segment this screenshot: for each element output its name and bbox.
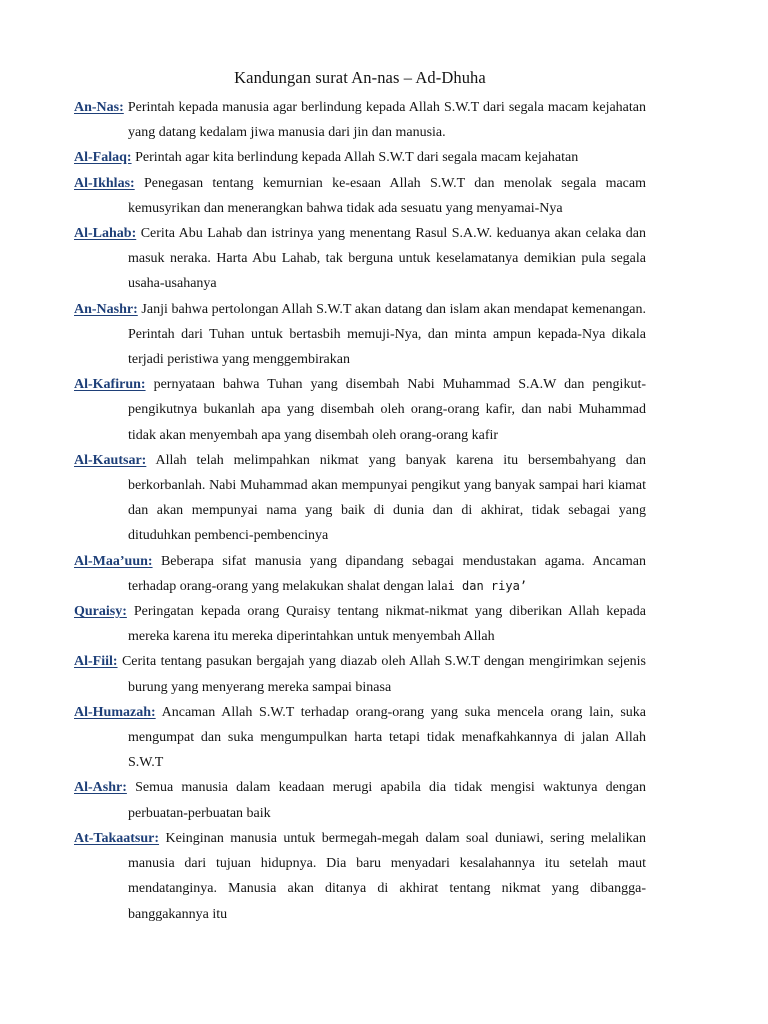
- entry-term: Al-Ashr:: [74, 780, 127, 796]
- entry-an-nashr: [74, 297, 646, 373]
- entry-al-falaq: [74, 145, 646, 170]
- surah-list: [74, 95, 646, 927]
- entry-term: Al-Fiil:: [74, 654, 118, 670]
- entry-term: Al-Kafirun:: [74, 377, 146, 393]
- entry-term: An-Nashr:: [74, 301, 138, 317]
- entry-description: Keinginan manusia untuk bermegah-megah dalam soal duniawi, sering melalikan manusia dari tujuan hidupnya. Dia baru menyadari kesalahannya itu setelah maut mendatanginya. Manusia akan ditanya di akhirat tentang nikmat yang dibangga-banggakannya itu: [128, 830, 647, 922]
- entry-al-kautsar: [74, 448, 646, 549]
- entry-al-ashr: [74, 775, 646, 825]
- entry-al-fiil: [74, 649, 646, 699]
- entry-term: Al-Ikhlas:: [74, 175, 135, 191]
- entry-description: Allah telah melimpahkan nikmat yang banyak karena itu bersembahyang dan berkorbanlah. Nabi Muhammad akan mempunyai pengikut yang banyak sampai hari kiamat dan akan mempunyai nama yang baik di dunia dan di akhirat, tidak sebagai yang dituduhkan pembenci-pembencinya: [128, 452, 646, 544]
- entry-al-kafirun: [74, 372, 646, 448]
- entry-al-maauun: [74, 549, 646, 599]
- entry-term: Al-Falaq:: [74, 150, 132, 166]
- entry-al-humazah: [74, 700, 646, 776]
- entry-term: Al-Maa’uun:: [74, 553, 153, 569]
- entry-at-takaatsur: [74, 826, 646, 927]
- entry-quraisy: [74, 599, 646, 649]
- entry-description: Cerita Abu Lahab dan istrinya yang menentang Rasul S.A.W. keduanya akan celaka dan masuk neraka. Harta Abu Lahab, tak berguna untuk keselamatanya demikian pula segala usaha-usahanya: [128, 226, 647, 292]
- entry-description: Cerita tentang pasukan bergajah yang diazab oleh Allah S.W.T dengan mengirimkan sejenis burung yang menyerang mereka sampai binasa: [121, 654, 646, 695]
- entry-term: An-Nas:: [74, 100, 124, 115]
- entry-description: Janji bahwa pertolongan Allah S.W.T akan datang dan islam akan mendapat kemenangan. Perintah dari Tuhan untuk bertasbih memuji-Nya, dan minta ampun kepada-Nya dikala terjadi peristiwa yang menggembirakan: [128, 301, 647, 368]
- entry-description: Semua manusia dalam keadaan merugi apabila dia tidak mengisi waktunya dengan perbuatan-perbuatan baik: [128, 780, 647, 821]
- entry-term: Al-Humazah:: [74, 704, 156, 720]
- entry-al-lahab: [74, 221, 646, 297]
- entry-an-nas: [74, 95, 646, 145]
- entry-term: Al-Kautsar:: [74, 452, 147, 468]
- entry-al-ikhlas: [74, 171, 646, 221]
- entry-term: Al-Lahab:: [74, 226, 137, 242]
- entry-description: pernyataan bahwa Tuhan yang disembah Nabi Muhammad S.A.W dan pengikut-pengikutnya bukanlah apa yang disembah oleh orang-orang kafir, dan nabi Muhammad tidak akan menyembah apa yang disembah oleh orang-orang kafir: [128, 377, 646, 443]
- document-title: Kandungan surat An-nas – Ad-Dhuha: [234, 68, 486, 87]
- entry-description: Ancaman Allah S.W.T terhadap orang-orang yang suka mencela orang lain, suka mengumpat dan suka mengumpulkan harta tetapi tidak menafkahkannya di jalan Allah S.W.T: [128, 704, 646, 771]
- entry-description: Beberapa sifat manusia yang dipandang sebagai mendustakan agama. Ancaman terhadap orang-orang yang melakukan shalat dengan lala: [128, 553, 647, 594]
- entry-description: Perintah kepada manusia agar berlindung kepada Allah S.W.T dari segala macam kejahatan yang datang kedalam jiwa manusia dari jin dan manusia.: [127, 100, 647, 141]
- entry-term: Quraisy:: [74, 604, 127, 620]
- entry-term: At-Takaatsur:: [74, 830, 160, 846]
- entry-description: Perintah agar kita berlindung kepada Allah S.W.T dari segala macam kejahatan: [135, 150, 579, 166]
- entry-description: Peringatan kepada orang Quraisy tentang nikmat-nikmat yang diberikan Allah kepada mereka karena itu mereka diperintahkan untuk menyembah Allah: [128, 604, 647, 645]
- entry-description-tail: i dan riya’: [447, 578, 528, 593]
- entry-description: Penegasan tentang kemurnian ke-esaan Allah S.W.T dan menolak segala macam kemusyrikan dan menerangkan bahwa tidak ada sesuatu yang menyamai-Nya: [128, 175, 646, 216]
